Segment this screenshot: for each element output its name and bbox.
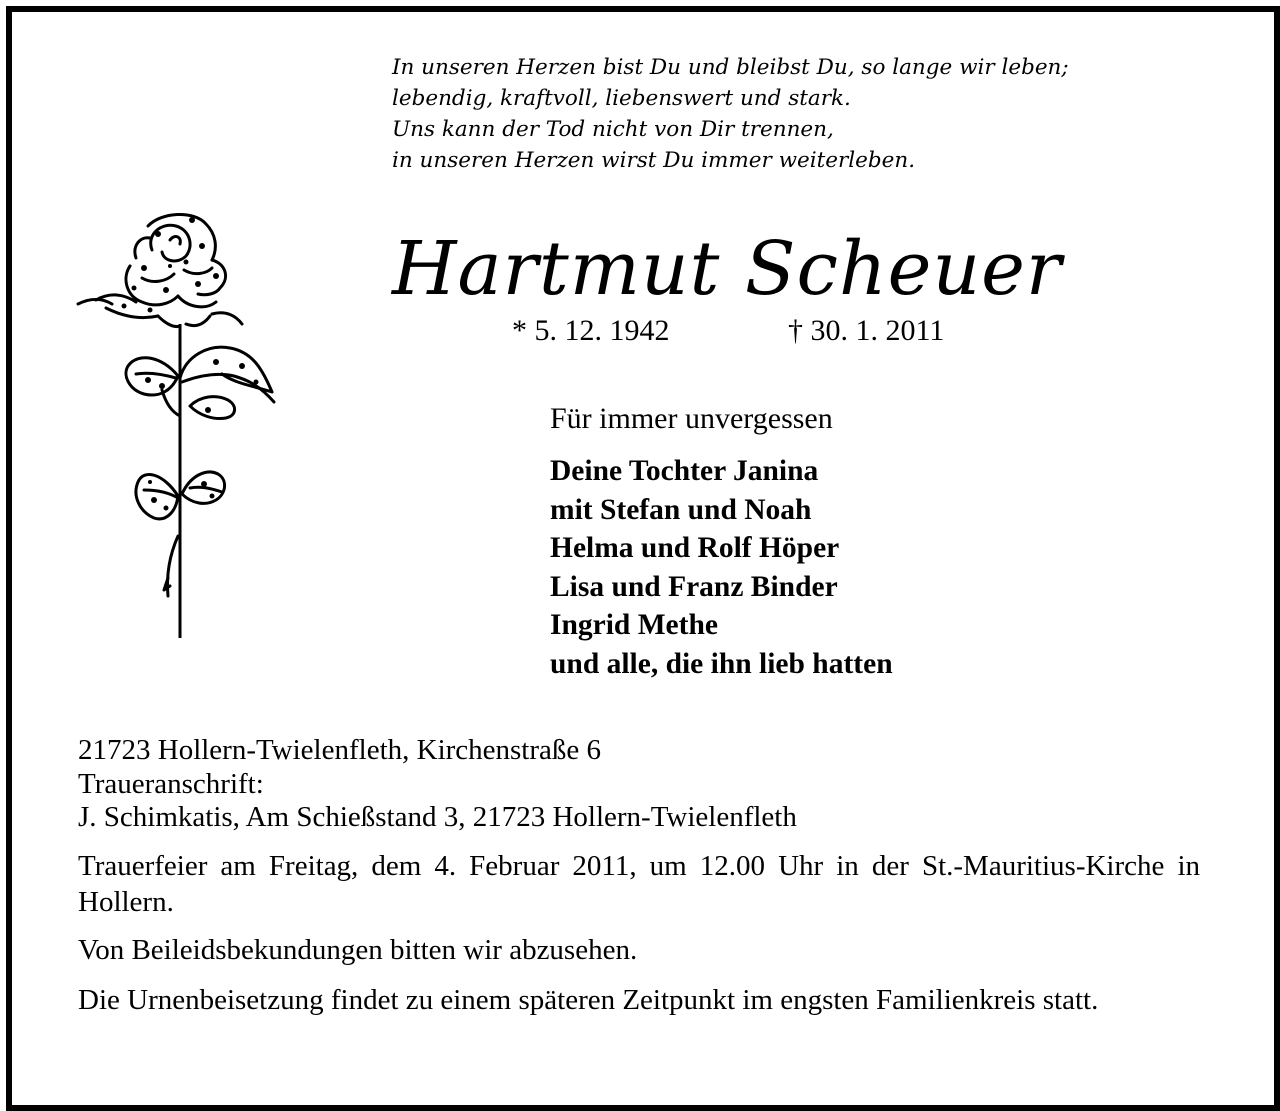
address-line: 21723 Hollern-Twielenfleth, Kirchenstraße 6	[78, 734, 602, 766]
rose-icon	[66, 206, 286, 642]
condolence-notice: Von Beileidsbekundungen bitten wir abzusehen.	[78, 934, 638, 966]
mourner-line: und alle, die ihn lieb hatten	[550, 647, 893, 680]
poem-line: lebendig, kraftvoll, liebenswert und stark.	[392, 86, 851, 111]
poem-line: in unseren Herzen wirst Du immer weiterleben.	[392, 148, 916, 173]
death-date: † 30. 1. 2011	[788, 314, 945, 347]
mourner-line: Helma und Rolf Höper	[550, 532, 840, 564]
poem	[392, 52, 1222, 176]
poem-line: In unseren Herzen bist Du und bleibst Du, so lange wir leben;	[392, 55, 1069, 80]
birth-date: * 5. 12. 1942	[512, 314, 670, 347]
deceased-name: Hartmut Scheuer	[392, 226, 1063, 312]
mourner-line: Lisa und Franz Binder	[550, 570, 838, 603]
mourner-line: Deine Tochter Janina	[550, 455, 819, 487]
poem-line: Uns kann der Tod nicht von Dir trennen,	[392, 117, 834, 142]
address-line: J. Schimkatis, Am Schießstand 3, 21723 Hollern-Twielenfleth	[78, 801, 797, 833]
remembrance-line: Für immer unvergessen	[550, 402, 833, 435]
address-block	[78, 734, 797, 835]
funeral-notice: Trauerfeier am Freitag, dem 4. Februar 2011, um 12.00 Uhr in der St.-Mauritius-Kirche in Hollern.	[78, 850, 1200, 918]
mourner-line: Ingrid Methe	[550, 609, 718, 641]
mourners-list	[550, 452, 893, 683]
urn-notice: Die Urnenbeisetzung findet zu einem späteren Zeitpunkt im engsten Familienkreis statt.	[78, 984, 1099, 1016]
mourner-line: mit Stefan und Noah	[550, 493, 812, 526]
address-line: Traueranschrift:	[78, 767, 264, 800]
